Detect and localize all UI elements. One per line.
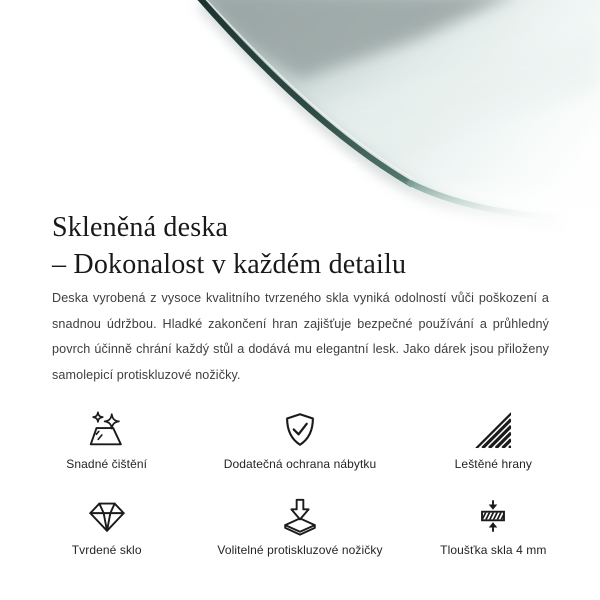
polished-edges-icon bbox=[471, 408, 515, 452]
feature-easy-cleaning bbox=[10, 408, 203, 472]
product-description: Deska vyrobená z vysoce kvalitního tvrzeného skla vyniká odolností vůči poškození a snadnou údržbou. Hladké zakončení hran zajišťuje bezpečné používání a průhledný povrch účinně chrání každý stůl a dodává mu elegantní lesk. Jako dárek jsou přiloženy samolepicí protiskluzové nožičky. bbox=[52, 291, 549, 382]
feature-grid bbox=[10, 408, 590, 558]
page-title bbox=[52, 209, 572, 283]
anti-slip-feet-icon bbox=[278, 494, 322, 538]
feature-anti-slip-feet bbox=[203, 494, 396, 558]
sparkle-clean-icon bbox=[85, 408, 129, 452]
feature-label: Dodatečná ochrana nábytku bbox=[223, 457, 377, 471]
page-title-line2: – Dokonalost v každém detailu bbox=[52, 249, 407, 280]
feature-glass-thickness bbox=[397, 494, 590, 558]
feature-label: Tloušťka skla 4 mm bbox=[440, 543, 547, 557]
shield-check-icon bbox=[278, 408, 322, 452]
feature-label: Leštěné hrany bbox=[454, 457, 532, 471]
feature-label: Volitelné protiskluzové nožičky bbox=[217, 543, 383, 557]
glass-panel-photo bbox=[0, 0, 600, 240]
page-title-line1: Skleněná deska bbox=[52, 212, 229, 243]
feature-furniture-protection bbox=[203, 408, 396, 472]
diamond-icon bbox=[85, 494, 129, 538]
feature-label: Tvrdené sklo bbox=[71, 543, 142, 557]
feature-polished-edges bbox=[397, 408, 590, 472]
feature-label: Snadné čištění bbox=[66, 457, 148, 471]
glass-thickness-icon bbox=[471, 494, 515, 538]
feature-tempered-glass bbox=[10, 494, 203, 558]
